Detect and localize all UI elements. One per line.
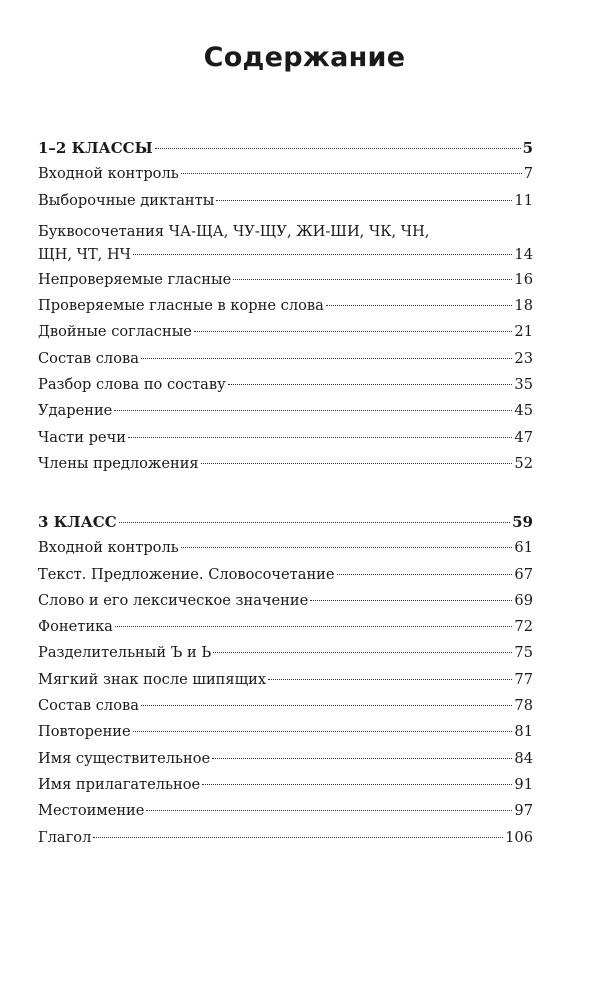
toc-entry-page: 14 xyxy=(514,245,533,263)
toc-entry xyxy=(38,293,533,319)
dot-leader xyxy=(141,705,513,706)
toc-entry-page: 91 xyxy=(514,775,533,793)
toc-entry xyxy=(38,693,533,719)
dot-leader xyxy=(326,305,513,306)
toc-entry-page: 61 xyxy=(514,539,533,557)
toc-entry-label: Местоимение xyxy=(38,802,145,820)
toc-entry xyxy=(38,562,533,588)
toc-entry xyxy=(38,188,533,214)
toc-entry-label: Части речи xyxy=(38,428,126,446)
dot-leader xyxy=(233,279,512,280)
dot-leader xyxy=(337,574,513,575)
dot-leader xyxy=(93,837,503,838)
dot-leader xyxy=(228,384,513,385)
toc-entry-label: Разделительный Ъ и Ь xyxy=(38,644,212,662)
dot-leader xyxy=(268,679,512,680)
toc-entry xyxy=(38,719,533,745)
toc-entry-page: 16 xyxy=(514,270,533,288)
dot-leader xyxy=(146,810,512,811)
toc-entry-page: 52 xyxy=(514,454,533,472)
toc-heading-page: 5 xyxy=(522,139,533,157)
toc-entry xyxy=(38,398,533,424)
toc-entry-page: 7 xyxy=(523,165,533,183)
toc-entry-page: 23 xyxy=(514,349,533,367)
toc-entry-label: Состав слова xyxy=(38,349,139,367)
toc-entry xyxy=(38,319,533,345)
toc-entry xyxy=(38,451,533,477)
toc-entry-label: Двойные согласные xyxy=(38,323,192,341)
toc-entry xyxy=(38,614,533,640)
toc-heading xyxy=(38,509,533,535)
toc-entry-page: 72 xyxy=(514,618,533,636)
toc-entry-page: 45 xyxy=(514,402,533,420)
toc-entry xyxy=(38,667,533,693)
toc-entry xyxy=(38,161,533,187)
toc-entry-page: 84 xyxy=(514,749,533,767)
toc-entry-label: Входной контроль xyxy=(38,539,179,557)
toc-entry-label: Непроверяемые гласные xyxy=(38,270,232,288)
dot-leader xyxy=(141,358,513,359)
toc-entry-label: Повторение xyxy=(38,723,131,741)
toc-entry-page: 11 xyxy=(514,191,533,209)
toc-entry xyxy=(38,425,533,451)
toc-entry-label: Входной контроль xyxy=(38,165,179,183)
toc-entry-label: Слово и его лексическое значение xyxy=(38,591,309,609)
toc-entry-label: Имя существительное xyxy=(38,749,211,767)
toc-entry xyxy=(38,588,533,614)
dot-leader xyxy=(133,731,513,732)
toc-section-grades-1-2 xyxy=(38,135,533,477)
toc-entry-page: 35 xyxy=(514,376,533,394)
dot-leader xyxy=(128,437,512,438)
toc-heading xyxy=(38,135,533,161)
toc-entry-label: Мягкий знак после шипящих xyxy=(38,670,267,688)
dot-leader xyxy=(115,626,513,627)
toc-entry-page: 21 xyxy=(514,323,533,341)
toc-entry xyxy=(38,346,533,372)
toc-entry xyxy=(38,772,533,798)
toc-entry-label: Текст. Предложение. Словосочетание xyxy=(38,565,335,583)
toc-entry-page: 106 xyxy=(505,828,533,846)
dot-leader xyxy=(133,254,512,255)
dot-leader xyxy=(181,547,513,548)
toc-entry-label: Ударение xyxy=(38,402,113,420)
toc-entry-page: 69 xyxy=(514,591,533,609)
toc-entry-page: 81 xyxy=(514,723,533,741)
dot-leader xyxy=(202,784,512,785)
toc-entry xyxy=(38,535,533,561)
toc-entry xyxy=(38,267,533,293)
toc-heading-label: 1–2 КЛАССЫ xyxy=(38,139,153,157)
toc-entry-page: 18 xyxy=(514,297,533,315)
toc-entry-page: 47 xyxy=(514,428,533,446)
toc-entry-label: Имя прилагательное xyxy=(38,775,201,793)
toc-heading-page: 59 xyxy=(512,513,533,531)
dot-leader xyxy=(201,463,513,464)
dot-leader xyxy=(114,410,512,411)
toc-entry-page: 78 xyxy=(514,697,533,715)
dot-leader xyxy=(155,148,521,149)
toc-entry-page: 75 xyxy=(514,644,533,662)
toc-entry xyxy=(38,798,533,824)
dot-leader xyxy=(216,200,512,201)
dot-leader xyxy=(119,522,510,523)
dot-leader xyxy=(310,600,512,601)
toc-entry xyxy=(38,640,533,666)
dot-leader xyxy=(213,652,512,653)
toc-entry-label: Фонетика xyxy=(38,618,113,636)
toc-entry-label: Глагол xyxy=(38,828,92,846)
toc-heading-label: 3 КЛАСС xyxy=(38,513,117,531)
toc-entry-label: Разбор слова по составу xyxy=(38,376,226,394)
toc-entry xyxy=(38,825,533,851)
toc-section-grade-3 xyxy=(38,509,533,851)
toc-entry xyxy=(38,746,533,772)
toc-entry-label: Выборочные диктанты xyxy=(38,191,215,209)
dot-leader xyxy=(194,331,512,332)
toc-entry-label: ЩН, ЧТ, НЧ xyxy=(38,245,131,263)
toc-entry xyxy=(38,372,533,398)
toc-entry-page: 67 xyxy=(514,565,533,583)
toc-entry xyxy=(38,243,533,267)
page-title: Содержание xyxy=(203,42,406,73)
dot-leader xyxy=(181,173,522,174)
toc-entry-page: 97 xyxy=(514,802,533,820)
toc-entry-label: Члены предложения xyxy=(38,454,199,472)
toc-entry-label: Проверяемые гласные в корне слова xyxy=(38,297,324,315)
dot-leader xyxy=(212,758,512,759)
toc-entry-page: 77 xyxy=(514,670,533,688)
toc-entry-label: Состав слова xyxy=(38,697,139,715)
toc-entry-wrapped-line: Буквосочетания ЧА-ЩА, ЧУ-ЩУ, ЖИ-ШИ, ЧК, ЧН, xyxy=(38,222,430,240)
